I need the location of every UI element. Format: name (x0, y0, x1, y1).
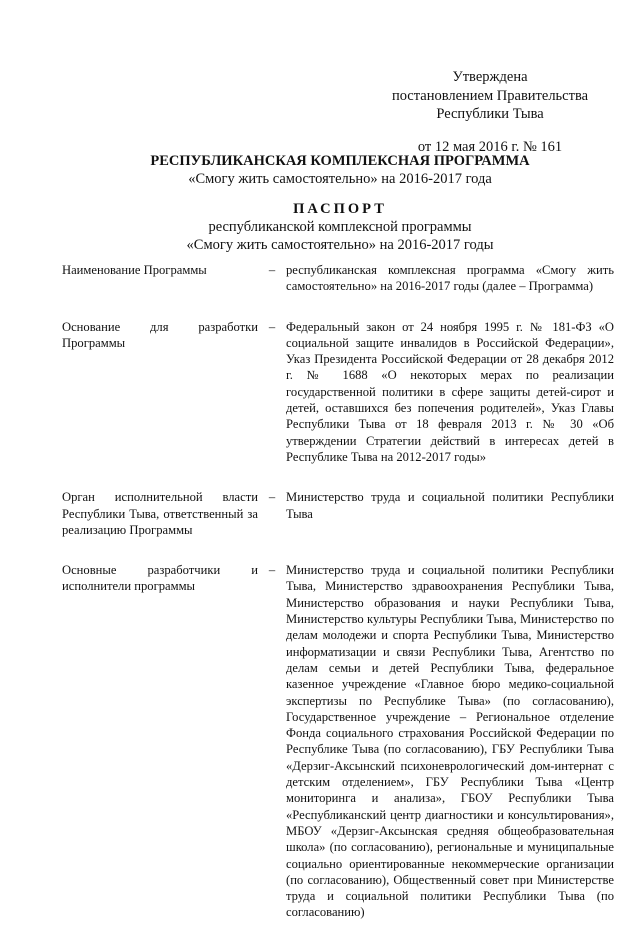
table-row (62, 562, 614, 921)
approval-line-1: Утверждена (452, 69, 528, 85)
row-value: Министерство труда и социальной политики Республики Тыва, Министерство здравоохранения Республики Тыва, Министерство образования и науки Республики Тыва, Министерство культуры Республики Тыва, Министерство по делам молодежи и спорта Республики Тыва, Министерство информатизации и связи Республики Тыва, Агентство по делам семьи и детей Республики Тыва, федеральное казенное учреждение «Главное бюро медико-социальной экспертизы по Республике Тыва» (по согласованию), Государственное учреждение – Региональное отделение Фонда социального страхования Российской Федерации по Республике Тыва (по согласованию), ГБУ Республики Тыва «Дерзиг-Аксынский психоневрологический дом-интернат с детским отделением», ГБУ Республики Тыва «Центр мониторинга и анализа», ГБОУ Республики Тыва «Республиканский центр диагностики и консультирования», МБОУ «Дерзиг-Аксынская средняя общеобразовательная школа» (по согласованию), региональные и муниципальные социально ориентированные некоммерческие организации (по согласованию), Общественный совет при Министерстве труда и социальной политики Республики Тыва (по согласованию) (286, 563, 614, 920)
approval-line-3: Республики Тыва (436, 106, 544, 122)
approval-stamp (360, 68, 620, 156)
row-dash: – (268, 263, 276, 277)
row-value: Федеральный закон от 24 ноября 1995 г. № 181-ФЗ «О социальной защите инвалидов в Российской Федерации», Указ Президента Российской Федерации от 28 декабря 2012 г. № 1688 «О некоторых мерах по реализации государственной политики в сфере защиты детей-сирот и детей, оставшихся без попечения родителей», Указ Главы Республики Тыва от 18 февраля 2013 г. № 30 «Об утверждении Стратегии действий в интересах детей в Республике Тыва на 2012-2017 годы» (286, 319, 614, 464)
row-value: Министерство труда и социальной политики Республики Тыва (286, 490, 614, 521)
row-label: Орган исполнительной власти Республики Тыва, ответственный за реализацию Программы (62, 490, 258, 537)
approval-line-2: постановлением Правительства (391, 87, 589, 104)
row-label: Основные разработчики и исполнители программы (62, 563, 258, 594)
program-subtitle: «Смогу жить самостоятельно» на 2016-2017 года (188, 171, 492, 187)
passport-subtitle-1: республиканской комплексной программы (208, 219, 472, 235)
row-dash: – (268, 490, 276, 505)
passport-subtitle-2: «Смогу жить самостоятельно» на 2016-2017 годы (186, 237, 494, 253)
row-label: Основание для разработки Программы (62, 319, 258, 350)
approval-date: от 12 мая 2016 г. № 161 (417, 138, 563, 155)
document-heading (40, 152, 640, 254)
row-value: республиканская комплексная программа «Смогу жить самостоятельно» на 2016-2017 годы (далее – Программа) (286, 263, 614, 294)
row-label: Наименование Программы (62, 263, 207, 277)
table-row (62, 489, 614, 538)
passport-table (62, 262, 614, 945)
passport-heading: ПАСПОРТ (293, 201, 387, 217)
program-title: РЕСПУБЛИКАНСКАЯ КОМПЛЕКСНАЯ ПРОГРАММА (150, 153, 530, 169)
table-row (62, 262, 614, 295)
row-dash: – (268, 319, 276, 334)
row-dash: – (268, 563, 276, 578)
table-row (62, 319, 614, 466)
